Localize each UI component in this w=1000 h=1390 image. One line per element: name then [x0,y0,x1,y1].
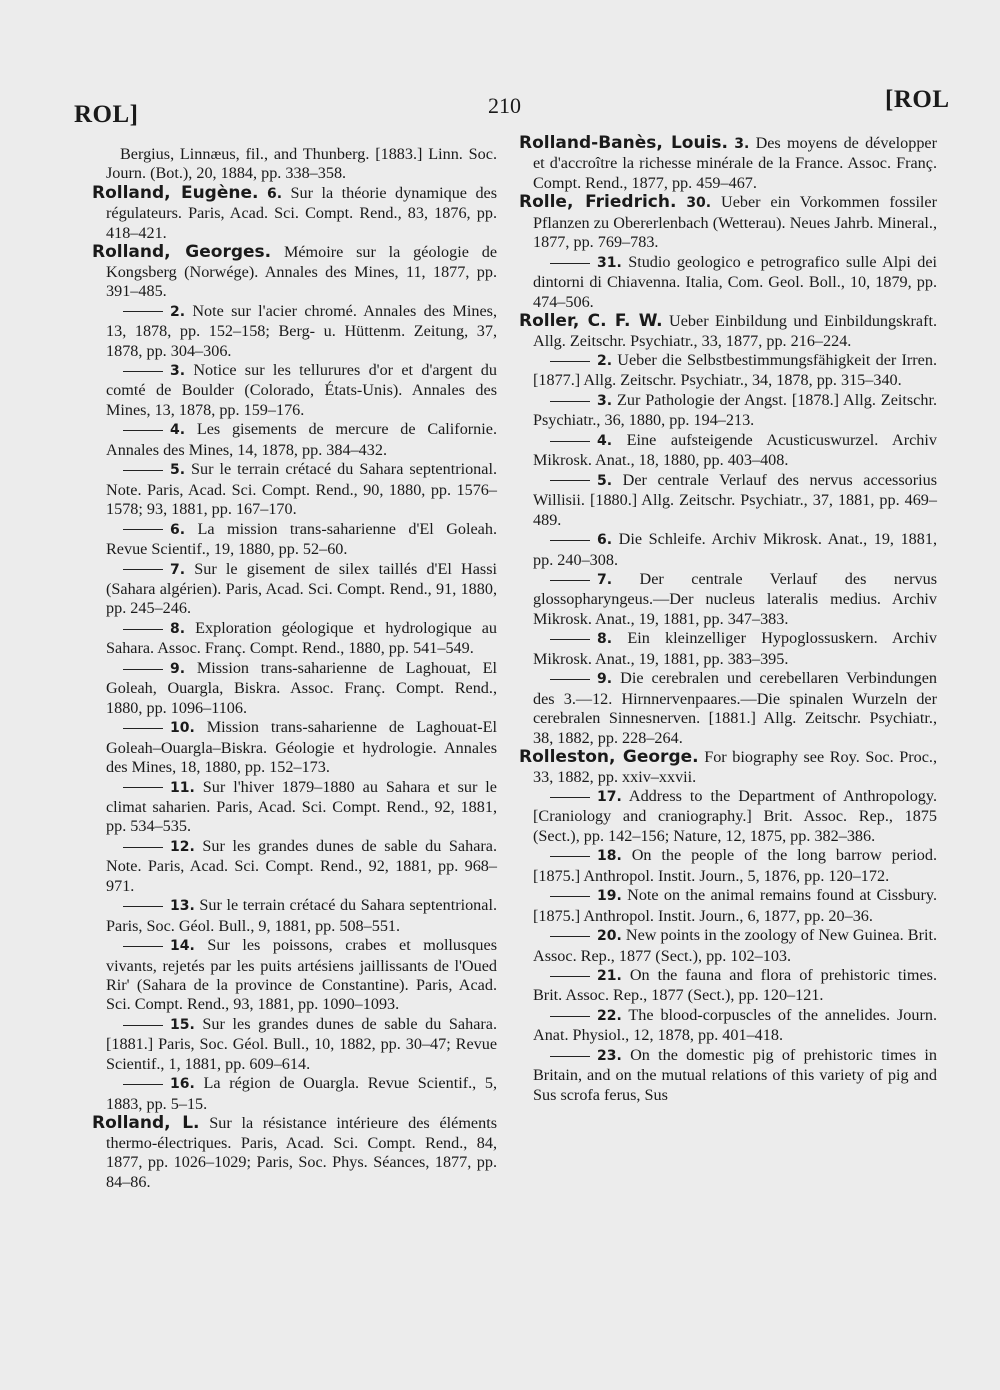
author-name: Rolle, Friedrich. [519,192,677,213]
ditto-rule [550,856,590,857]
ditto-rule [123,728,163,729]
entry-text: Mission trans-saharienne de Laghouat-El Goleah–Ouargla–Biskra. Géologie et hydrologie. Annales des Mines, 18, 1880, pp. 152–173. [106,718,497,777]
author-name: Rolland-Banès, Louis. [519,133,728,153]
entry-text: New points in the zoology of New Guinea. Brit. Assoc. Rep., 1877 (Sect.), pp. 102–103. [533,926,938,965]
ditto-rule [550,679,590,680]
entry-number: 8. [170,620,186,637]
author-entry [92,1114,497,1192]
entry-number: 17. [597,788,622,805]
entry-number: 2. [170,303,186,320]
bibliography-entry [92,460,497,519]
bibliography-entry [519,530,937,570]
entry-text: Ein kleinzelliger Hypoglossuskern. Archiv Mikrosk. Anat., 19, 1881, pp. 383–395. [533,629,937,668]
ditto-rule [123,669,163,670]
entry-number: 10. [170,720,195,737]
entry-text: Die Schleife. Archiv Mikrosk. Anat., 19, 1881, pp. 240–308. [533,530,938,569]
entry-number: 13. [170,898,195,915]
bibliography-entry [92,520,497,560]
entry-number: 3. [597,392,613,409]
author-entry [92,184,497,243]
entry-text: On the people of the long barrow period. [1875.] Anthropol. Instit. Journ., 5, 1876, pp. 120–172. [533,846,937,885]
entry-text: Des moyens de développer et d'accroître la richesse minérale de la France. Assoc. Franç. Compt. Rend., 1877, pp. 459–467. [533,134,938,192]
ditto-rule [123,470,163,471]
bibliography-entry [92,896,497,936]
ditto-rule [550,540,590,541]
entry-text: Der centrale Verlauf des nervus accessorius Willisii. [1880.] Allg. Zeitschr. Psychiatr., 37, 1881, pp. 469–489. [533,470,937,529]
entry-number: 7. [597,571,613,588]
page-number: 210 [488,93,521,118]
entry-number: 14. [170,938,195,955]
entry-number: 6. [597,532,613,549]
entry-text: Mission trans-saharienne de Laghouat, El Goleah, Ouargla, Biskra. Assoc. Franç. Compt. Rend., 1880, pp. 1096–1106. [106,658,497,717]
entry-number: 4. [597,432,613,449]
bibliography-entry [92,718,497,777]
entry-text: Sur l'hiver 1879–1880 au Sahara et sur le climat saharien. Paris, Acad. Sci. Compt. Rend., 92, 1881, pp. 534–535. [106,777,497,836]
entry-number: 9. [597,671,613,688]
entry-text: Exploration géologique et hydrologique au Sahara. Assoc. Franç. Compt. Rend., 1880, pp. 541–549. [106,618,497,658]
entry-number: 15. [170,1016,195,1033]
entry-text: Note on the animal remains found at Cissbury. [1875.] Anthropol. Instit. Journ., 6, 1877, pp. 20–36. [533,886,937,925]
entry-number: 11. [170,779,195,796]
bibliography-entry [519,471,937,530]
ditto-rule [123,529,163,530]
author-name: Rolleston, George. [519,747,699,768]
author-name: Rolland, L. [92,1113,200,1134]
ditto-rule [550,1016,590,1017]
bibliography-entry [92,361,497,420]
entry-text: Ueber die Selbstbestimmungsfähigkeit der Irren. [1877.] Allg. Zeitschr. Psychiatr., 34, 1878, pp. 315–340. [533,350,937,390]
ditto-rule [550,976,590,977]
entry-number: 30. [686,195,712,212]
entry-number: 19. [597,888,622,905]
running-head-right: [ROL [885,86,950,113]
ditto-rule [550,896,590,897]
left-column [92,145,497,1192]
ditto-rule [123,946,163,947]
entry-number: 3. [734,136,750,152]
entry-text: Sur le terrain crétacé du Sahara septentrional. Note. Paris, Acad. Sci. Compt. Rend., 90, 1880, pp. 1576–1578; 93, 1881, pp. 167–170. [106,460,498,519]
bibliography-entry [92,936,497,1015]
entry-number: 18. [597,848,622,865]
entry-number: 23. [597,1047,622,1064]
entry-text: Bergius, Linnæus, fil., and Thunberg. [1883.] Linn. Soc. Journ. (Bot.), 20, 1884, pp. 338–358. [106,145,497,183]
author-name: Roller, C. F. W. [519,311,663,332]
entry-number: 21. [597,968,622,985]
bibliography-entry [519,669,937,748]
ditto-rule [550,480,590,481]
bibliography-entry [519,787,937,846]
entry-text: On the fauna and flora of prehistoric times. Brit. Assoc. Rep., 1877 (Sect.), pp. 120–121. [533,966,938,1005]
bibliography-entry [92,145,497,184]
entry-text: Sur les grandes dunes de sable du Sahara. Note. Paris, Acad. Sci. Compt. Rend., 92, 1881, pp. 968–971. [106,836,498,895]
entry-number: 20. [597,928,622,945]
running-head-left: ROL] [74,101,139,128]
entry-text: Studio geologico e petrografico sulle Alpi dei dintorni di Chiavenna. Italia, Com. Geol. Boll., 10, 1879, pp. 474–506. [533,252,937,311]
author-name: Rolland, Eugène. [92,182,259,203]
entry-number: 3. [170,362,186,379]
ditto-rule [123,430,163,431]
entry-number: 6. [170,521,186,538]
right-column [519,134,937,1105]
author-entry [519,748,937,787]
bibliography-entry [519,966,937,1006]
entry-number: 7. [170,561,186,578]
entry-number: 9. [170,660,186,677]
entry-text: Sur la théorie dynamique des régulateurs. Paris, Acad. Sci. Compt. Rend., 83, 1876, pp. 418–421. [106,183,498,242]
author-entry [519,193,937,252]
entry-text: Mémoire sur la géologie de Kongsberg (Norwége). Annales des Mines, 11, 1877, pp. 391–485. [106,243,498,301]
bibliography-entry [92,420,497,460]
ditto-rule [123,787,163,788]
ditto-rule [550,401,590,402]
entry-text: Zur Pathologie der Angst. [1878.] Allg. Zeitschr. Psychiatr., 36, 1880, pp. 194–213. [533,390,938,430]
entry-text: Sur les grandes dunes de sable du Sahara. [1881.] Paris, Soc. Géol. Bull., 10, 1882, pp. 30–47; Revue Scientif., 1, 1881, pp. 609–614. [106,1014,498,1073]
ditto-rule [550,441,590,442]
author-entry [519,134,937,193]
ditto-rule [550,639,590,640]
entry-text: Sur le gisement de silex taillés d'El Hassi (Sahara algérien). Paris, Acad. Sci. Compt. Rend., 91, 1880, pp. 245–246. [106,559,497,618]
entry-number: 6. [266,185,283,202]
bibliography-entry [519,886,937,926]
ditto-rule [123,371,163,372]
entry-text: Eine aufsteigende Acusticuswurzel. Archiv Mikrosk. Anat., 18, 1880, pp. 403–408. [533,430,937,470]
bibliography-entry [92,619,497,659]
author-name: Rolland, Georges. [92,242,272,263]
ditto-rule [550,361,590,362]
ditto-rule [123,1084,163,1085]
entry-number: 8. [597,631,613,648]
bibliography-entry [519,391,937,431]
entry-text: Note sur l'acier chromé. Annales des Mines, 13, 1878, pp. 152–158; Berg- u. Hüttenm. Zeitung, 37, 1878, pp. 304–306. [106,301,498,360]
entry-number: 5. [597,472,613,489]
author-entry [519,312,937,351]
bibliography-entry [519,1046,937,1105]
bibliography-entry [519,570,937,629]
bibliography-entry [519,926,937,966]
entry-text: Der centrale Verlauf des nervus glossopharyngeus.—Der nucleus lateralis medius. Archiv Mikrosk. Anat., 19, 1881, pp. 347–383. [533,569,938,628]
entry-text: Address to the Department of Anthropology. [Craniology and craniography.] Brit. Assoc. Rep., 1875 (Sect.), pp. 142–156; Nature, 12, 1875, pp. 382–386. [533,786,937,845]
entry-number: 5. [170,462,186,479]
bibliography-entry [519,1006,937,1046]
bibliography-entry [92,659,497,718]
author-entry [92,243,497,301]
entry-text: La région de Ouargla. Revue Scientif., 5, 1883, pp. 5–15. [106,1074,497,1113]
ditto-rule [123,629,163,630]
entry-text: Ueber ein Vorkommen fossiler Pflanzen zu Obererlenbach (Wetterau). Neues Jahrb. Mineral., 1877, pp. 769–783. [533,193,938,252]
bibliography-entry [92,560,497,619]
entry-text: The blood-corpuscles of the annelides. Journ. Anat. Physiol., 12, 1878, pp. 401–418. [533,1005,937,1045]
ditto-rule [123,311,163,312]
entry-text: Sur le terrain crétacé du Sahara septentrional. Paris, Soc. Géol. Bull., 9, 1881, pp. 508–551. [106,896,498,935]
bibliography-entry [92,1015,497,1074]
bibliography-entry [519,253,937,312]
ditto-rule [550,936,590,937]
bibliography-entry [519,351,937,391]
bibliography-entry [92,302,497,361]
entry-number: 2. [597,352,613,369]
entry-text: Sur la résistance intérieure des éléments thermo-électriques. Paris, Acad. Sci. Compt. Rend., 84, 1877, pp. 1026–1029; Paris, Soc. Phys. Séances, 1877, pp. 84–86. [106,1114,497,1191]
entry-number: 12. [170,838,195,855]
entry-text: Notice sur les tellurures d'or et d'argent du comté de Boulder (Colorado, États-Unis). Annales des Mines, 13, 1878, pp. 159–176. [106,360,497,419]
entry-number: 16. [170,1076,195,1093]
ditto-rule [123,1025,163,1026]
ditto-rule [123,906,163,907]
entry-text: Les gisements de mercure de Californie. Annales des Mines, 14, 1878, pp. 384–432. [106,420,497,459]
ditto-rule [550,263,590,264]
entry-text: On the domestic pig of prehistoric times in Britain, and on the mutual relations of this variety of pig and Sus scrofa ferus, Sus [533,1045,937,1104]
ditto-rule [123,847,163,848]
entry-text: La mission trans-saharienne d'El Goleah. Revue Scientif., 19, 1880, pp. 52–60. [106,519,498,559]
bibliography-entry [92,1074,497,1114]
ditto-rule [123,569,163,570]
ditto-rule [550,580,590,581]
entry-number: 4. [170,422,186,439]
bibliography-entry [519,629,937,669]
entry-text: Sur les poissons, crabes et mollusques vivants, rejetés par les puits artésiens jaillissants de l'Oued Rir' (Sahara de la province de Constantine). Paris, Acad. Sci. Compt. Rend., 93, 1881, pp. 1090–1093. [106,936,497,1014]
entry-number: 22. [597,1007,622,1024]
ditto-rule [550,1056,590,1057]
bibliography-entry [92,778,497,837]
ditto-rule [550,797,590,798]
bibliography-entry [92,837,497,896]
entry-text: For biography see Roy. Soc. Proc., 33, 1882, pp. xxiv–xxvii. [533,748,938,786]
entry-text: Die cerebralen und cerebellaren Verbindungen des 3.—12. Hirnnervenpaares.—Die spinalen Wurzeln der cerebralen Sinnesnerven. [1881.] Allg. Zeitschr. Psychiatr., 38, 1882, pp. 228–264. [533,669,937,747]
bibliography-entry [519,431,937,471]
bibliography-entry [519,846,937,886]
entry-number: 31. [597,254,622,271]
entry-text: Ueber Einbildung und Einbildungskraft. Allg. Zeitschr. Psychiatr., 33, 1877, pp. 216–224. [533,312,938,350]
